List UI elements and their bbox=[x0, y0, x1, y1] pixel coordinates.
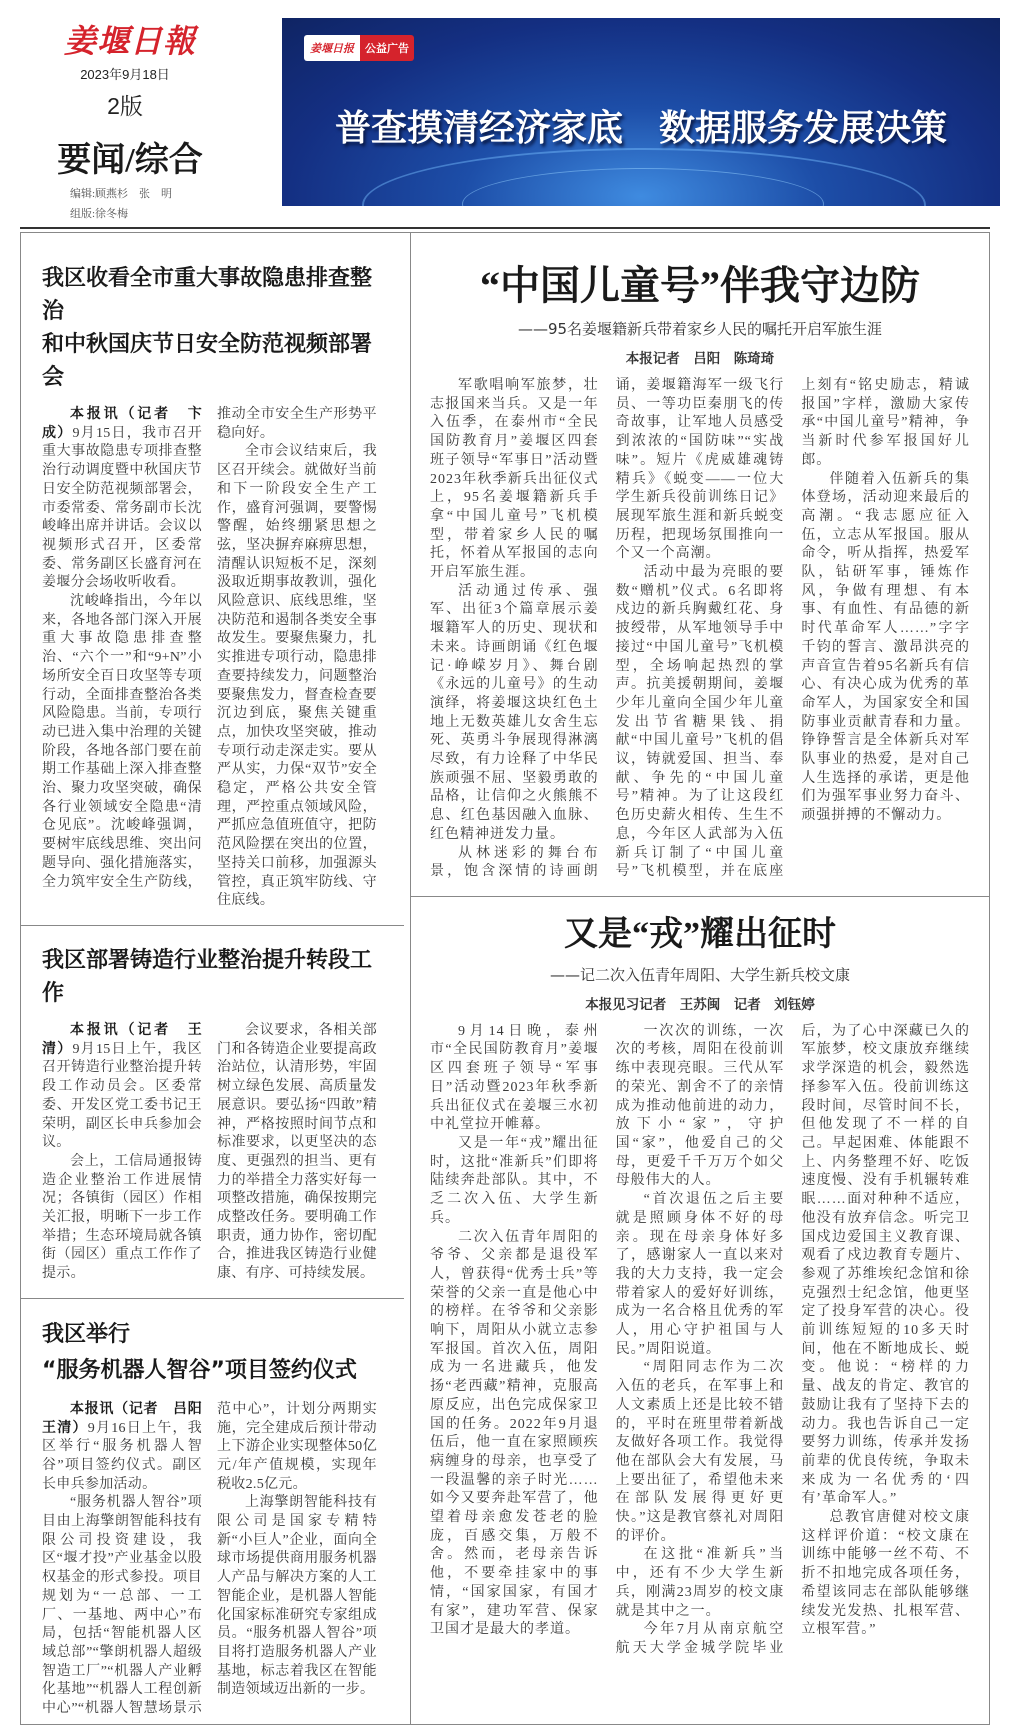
paragraph bbox=[801, 471, 970, 826]
title-line: 我区部署铸造行业整治提升转段工作 bbox=[42, 947, 373, 1006]
paragraph bbox=[42, 406, 202, 593]
banner-headline: 普查摸清经济家底 数据服务发展决策 bbox=[334, 108, 947, 149]
issue-date: 2023年9月18日 bbox=[80, 67, 170, 82]
paragraph bbox=[217, 1022, 377, 1284]
ad-brand: 姜堰日报 bbox=[304, 35, 360, 61]
paragraph-text: 活动通过传承、强军、出征3个篇章展示姜堰籍军人的历史、现状和未来。诗画朗诵《红色堰记·峥嵘岁月》、舞台剧《永远的儿童号》的生动演绎，将姜堰这块红色土地上无数英雄儿女舍生忘死、英勇斗争展现得淋漓尽致，有力诠释了中华民族顽强不屈、坚毅勇敢的品格，让信仰之火熊熊不息、红色基因融入血脉、红色精神迸发力量。 bbox=[430, 583, 599, 842]
section-title: 要闻/综合 bbox=[57, 142, 203, 179]
article-children-subtitle: ——95名姜堰籍新兵带着家乡人民的嘱托开启军旅生涯 bbox=[517, 320, 883, 338]
dateline-lead: 本报讯（记者 王清） bbox=[42, 1022, 202, 1057]
paragraph bbox=[801, 1509, 970, 1640]
paragraph-text: “服务机器人智谷”项目由上海擎朗智能科技有限公司投资建设，我区“堰才投”产业基金以股权基金的形式参投。项目规划为“一总部、一工厂、一基地、两中心”布局，包括“智能机器人区域总部”“擎朗机器人超级智造工厂”“机器人产业孵化基地”“机器人工程创新中心”“机器人智慧场景示范中心”，计划分两期实施，完全建成后预计带动上下游企业实现整体50亿元/年产值规模，实现年税收2.5亿元。 bbox=[42, 1401, 377, 1717]
paragraph-text: 9月16日上午，我区举行“服务机器人智谷”项目签约仪式。副区长申兵参加活动。 bbox=[42, 1420, 202, 1492]
paragraph-text: 全市会议结束后，我区召开续会。就做好当前和下一阶段安全生产工作，盛育河强调，要警惕警醒，始终绷紧思想之弦，坚决摒弃麻痹思想，清醒认识短板不足，深刻汲取近期事故教训，强化风险意识、底线思维，坚决防范和遏制各类安全事故发生。要聚焦聚力，扎实推进专项行动，隐患排查要持续发力，问题整治要聚焦发力，督查检查要沉边到底，聚焦关键重点，加快攻坚突破，推动专项行动走深走实。要从严从实，力保“双节”安全稳定，严格公共安全管理，严控重点领域风险，严抓应急值班值守，把防范风险摆在突出的位置，坚持关口前移，加强源头管控，真正筑牢防线、守住底线。 bbox=[217, 444, 377, 909]
paragraph bbox=[217, 443, 377, 911]
dateline-lead: 本报讯（记者 卞成） bbox=[42, 407, 202, 441]
paragraph bbox=[430, 377, 599, 583]
paragraph bbox=[616, 1546, 785, 1621]
paragraph-text: 在这批“准新兵”当中，还有不少大学生新兵，刚满23周岁的校文康就是其中之一。 bbox=[615, 1547, 785, 1619]
title-line: “服务机器人智谷”项目签约仪式 bbox=[42, 1357, 357, 1383]
title-line: 我区收看全市重大事故隐患排查整治 bbox=[42, 266, 373, 324]
article-safety-body bbox=[42, 406, 377, 911]
paragraph bbox=[42, 1401, 217, 1495]
paragraph-text: “首次退伍之后主要就是照顾身体不好的母亲。现在母亲身体好多了，感谢家人一直以来对我的大力支持，我一定会带着家人的爱好好训练，成为一名合格且优秀的军人，用心守护祖国与人民。”周阳说道。 bbox=[615, 1192, 785, 1357]
paragraph bbox=[42, 1153, 202, 1284]
article-children-body bbox=[430, 377, 970, 882]
article-children-byline: 本报记者 吕阳 陈琦琦 bbox=[625, 351, 775, 367]
paragraph-text: 今年7月从南京航空航天大学金城学院毕业后，为了心中深藏已久的军旅梦，校文康放弃继续求学深造的机会，毅然选择参军入伍。役前训练这段时间，尽管时间不长，但他发现了不一样的自己。早起困难、体能跟不上、内务整理不好、吃饭速度慢、没有手机辗转难眠……面对种种不适应，他没有放弃信念。听完卫国戍边爱国主义教育课、观看了戍边教育专题片、参观了苏维埃纪念馆和徐克强烈士纪念馆，他更坚定了投身军营的决心。役前训练短短的10多天时间，他在不断地成长、蜕变。他说：“榜样的力量、战友的肯定、教官的鼓励让我有了坚持下去的动力。我也告诉自己一定要努力训练，传承并发扬前辈的优良传统，争取未来成为一名优秀的‘四有’革命军人。” bbox=[615, 1023, 970, 1656]
paragraph-text: 从林迷彩的舞台布景，饱含深情的诗画朗诵，姜堰籍海军一级飞行员、一等功臣秦朋飞的传奇故事，让军地人员感受到浓浓的“国防味”“实战味”。短片《虎威雄魂铸精兵》《蜕变——一位大学生新兵役前训练日记》展现军旅生涯和新兵蜕变历程，把现场氛围推向一个又一个高潮。 bbox=[430, 378, 785, 880]
article-foundry-title bbox=[42, 944, 382, 1010]
edition-number: 2版 bbox=[107, 93, 143, 119]
paragraph-text: 9月15日上午，我区召开铸造行业整治提升转段工作动员会。区委常委、开发区党工委书记王荣明，副区长申兵参加会议。 bbox=[42, 1041, 202, 1151]
ad-kind: 公益广告 bbox=[360, 35, 414, 61]
paragraph-text: 会上，工信局通报铸造企业整治工作进展情况；各镇街（园区）作相关汇报，明晰下一步工作举措；生态环境局就各镇街（园区）重点工作作了提示。 bbox=[42, 1153, 202, 1282]
paragraph bbox=[217, 1494, 377, 1700]
layout-credit: 组版:徐冬梅 bbox=[70, 208, 129, 220]
article-recruits-body bbox=[430, 1023, 970, 1659]
paragraph bbox=[430, 1229, 599, 1640]
article-recruits-subtitle: ——记二次入伍青年周阳、大学生新兵校文康 bbox=[549, 965, 850, 984]
paragraph-text: 又是一年“戎”耀出征时，这批“准新兵”们即将陆续奔赴部队。其中，不乏二次入伍、大学生新兵。 bbox=[430, 1136, 599, 1226]
paragraph-text: 伴随着入伍新兵的集体登场，活动迎来最后的高潮。“我志愿应征入伍，立志从军报国。服从命令，听从指挥，热爱军队，钻研军事，锤炼作风，争做有理想、有本事、有血性、有品德的新时代革命军人……”字字千钧的誓言、激昂洪亮的声音宣告着95名新兵有信心、有决心成为优秀的革命军人，为国家安全和国防事业贡献青春和力量。铮铮誓言是全体新兵对军队事业的热爱，是对自己人生选择的承诺，更是他们为强军事业努力奋斗、顽强拼搏的不懈动力。 bbox=[801, 471, 970, 824]
paragraph-text: 上海擎朗智能科技有限公司是国家专精特新“小巨人”企业，面向全球市场提供商用服务机器人产品与解决方案的人工智能企业，是机器人智能化国家标准研究专家组成员。“服务机器人智谷”项目将打造服务机器人产业基地，标志着我区在智能制造领域迈出新的一步。 bbox=[217, 1495, 377, 1698]
article-recruits-title: 又是“戎”耀出征时 bbox=[564, 915, 836, 953]
paragraph bbox=[616, 1191, 785, 1359]
public-service-ad-banner bbox=[282, 18, 1000, 206]
paragraph bbox=[430, 1023, 599, 1135]
editors-credit: 编辑:顾燕杉 张 明 bbox=[70, 188, 173, 200]
paragraph bbox=[42, 1022, 202, 1153]
column-divider bbox=[410, 232, 411, 1725]
paragraph bbox=[430, 1135, 599, 1229]
paragraph-text: 沈峻峰指出，今年以来，各地各部门深入开展重大事故隐患排查整治、“六个一”和“9+N”小场所安全百日攻坚等专项行动，全面排查整治各类风险隐患。当前，专项行动已进入集中治理的关键阶段，各地各部门要在前期工作基础上深入排查整治、聚力攻坚突破，确保各行业领域安全隐患“清仓见底”。沈峻峰强调，要树牢底线思维、突出问题导向、强化措施落实，全力筑牢安全生产防线，推动全市安全生产形势平稳向好。 bbox=[42, 407, 377, 890]
paragraph-text: 一次次的训练，一次次的考核，周阳在役前训练中表现亮眼。三代从军的荣光、割舍不了的亲情成为推动他前进的动力，放下小“家”，守护国“家”，他爱自己的父母，更爱千千万万个如父母般伟大的人。 bbox=[615, 1023, 785, 1189]
paragraph bbox=[616, 1023, 785, 1191]
paragraph-text: 总教官唐健对校文康这样评价道：“校文康在训练中能够一丝不苟、不折不扣地完成各项任务，希望该同志在部队能够继续发光发热、扎根军营、立根军营。” bbox=[801, 1510, 970, 1638]
article-safety-title bbox=[42, 262, 382, 394]
ad-tag bbox=[304, 35, 414, 61]
paragraph-text: 9月15日，我市召开重大事故隐患专项排查整治行动调度暨中秋国庆节日安全防范视频部署会，市委常委、常务副市长沈峻峰出席并讲话。会议以视频形式召开，区委常委、常务副区长盛育河在姜堰分会场收听收看。 bbox=[42, 425, 202, 591]
paragraph-text: 会议要求，各相关部门和各铸造企业要提高政治站位，认清形势，牢固树立绿色发展、高质量发展意识。要弘扬“四敢”精神，严格按照时间节点和标准要求，以更坚决的态度、更强烈的担当、更有力的举措全力落实好每一项整改措施，确保按期完成整改任务。要明确工作职责，通力协作，密切配合，推进我区铸造行业健康、有序、可持续发展。 bbox=[217, 1022, 377, 1282]
paragraph-text: 活动中最为亮眼的要数“赠机”仪式。6名即将戍边的新兵胸戴红花、身披绶带，从军地领导手中接过“中国儿童号”飞机模型，全场响起热烈的掌声。抗美援朝期间，姜堰少年儿童向全国少年儿童发出节省糖果钱、捐献“中国儿童号”飞机的倡议，铸就爱国、担当、奉献、争先的“中国儿童号”精神。为了让这段红色历史薪火相传、生生不息，今年区人武部为入伍新兵订制了“中国儿童号”飞机模型，并在底座上刻有“铭史励志，精诚报国”字样，激励大家传承“中国儿童号”精神，争当新时代参军报国好儿郎。 bbox=[615, 378, 970, 880]
header-rule bbox=[20, 227, 990, 229]
article-foundry-body bbox=[42, 1022, 377, 1284]
article-children-title: “中国儿童号”伴我守边防 bbox=[480, 263, 920, 308]
newspaper-logo: 姜堰日報 bbox=[63, 22, 196, 60]
left-news-column bbox=[42, 262, 382, 1719]
article-robot-title bbox=[42, 1317, 382, 1389]
paragraph-text: 9月14日晚，泰州市“全民国防教育月”姜堰区四套班子领导“军事日”活动暨2023年秋季新兵出征仪式在姜堰三水初中礼堂拉开帷幕。 bbox=[430, 1023, 599, 1133]
paragraph-text: 二次入伍青年周阳的爷爷、父亲都是退役军人，曾获得“优秀士兵”等荣誉的父亲一直是他心中的榜样。在爷爷和父亲影响下，周阳从小就立志参军报国。首次入伍，周阳成为一名进藏兵，他发扬“老西藏”精神，克服高原反应，出色完成保家卫国的任务。2022年9月退伍后，他一直在家照顾疾病缠身的母亲，也享受了一段温馨的亲子时光……如今又要奔赴军营了，他望着母亲愈发苍老的脸庞，百感交集，万般不舍。然而，老母亲告诉他，不要牵挂家中的事情，“国家国家，有国才有家”，建功军营、保家卫国才是最大的孝道。 bbox=[430, 1229, 599, 1638]
article-robot-body bbox=[42, 1401, 377, 1719]
title-line: 我区举行 bbox=[42, 1321, 131, 1347]
article-divider bbox=[20, 1298, 404, 1299]
article-divider bbox=[410, 896, 990, 897]
paragraph-text: 军歌唱响军旅梦，壮志报国来当兵。又是一年入伍季，在泰州市“全民国防教育月”姜堰区四套班子领导“军事日”活动暨2023年秋季新兵出征仪式上，95名姜堰籍新兵手拿“中国儿童号”飞机模型，带着家乡人民的嘱托，怀着从军报国的志向开启军旅生涯。 bbox=[430, 378, 599, 581]
paragraph bbox=[430, 583, 599, 845]
title-line: 和中秋国庆节日安全防范视频部署会 bbox=[42, 332, 373, 390]
article-divider bbox=[20, 925, 404, 926]
article-recruits-byline: 本报见习记者 王苏闽 记者 刘钰婷 bbox=[585, 996, 815, 1013]
dateline-lead: 本报讯（记者 吕阳 王清） bbox=[42, 1401, 217, 1436]
right-news-column bbox=[430, 262, 970, 1659]
paragraph bbox=[616, 1359, 785, 1546]
paragraph-text: “周阳同志作为二次入伍的老兵，在军事上和人文素质上还是比较不错的，平时在班里带着新战友做好各项工作。我觉得他在部队会大有发展，马上要出征了，希望他未来在部队发展得更好更快。”这是教官蔡礼对周阳的评价。 bbox=[615, 1360, 785, 1544]
